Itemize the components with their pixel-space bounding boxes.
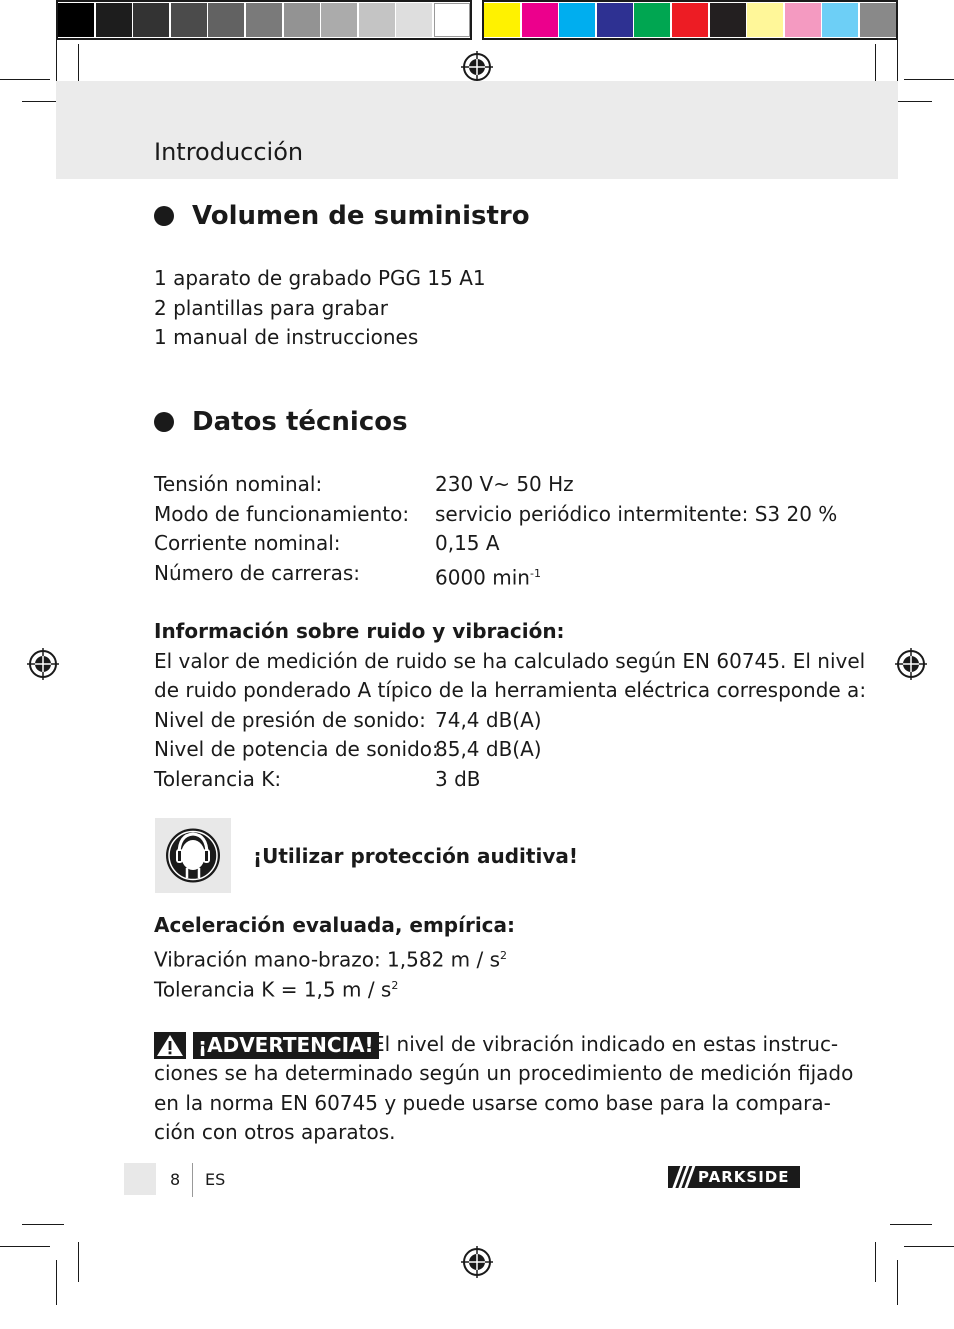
noise-row — [154, 735, 542, 765]
spec-value: servicio periódico intermitente: S3 20 % — [435, 502, 838, 526]
noise-value: 85,4 dB(A) — [435, 737, 542, 761]
color-swatch — [822, 3, 858, 37]
spec-label: Modo de funcionamiento: — [154, 502, 410, 526]
color-swatch — [597, 3, 633, 37]
color-swatch — [284, 3, 320, 37]
crop-mark — [22, 1224, 64, 1225]
color-swatch — [710, 3, 746, 37]
color-swatch — [396, 3, 432, 37]
color-swatch — [747, 3, 783, 37]
spec-value — [435, 559, 541, 593]
color-swatch — [359, 3, 395, 37]
crop-mark — [875, 1242, 876, 1282]
crop-mark — [0, 1246, 50, 1247]
section-heading-tech — [154, 407, 408, 437]
spec-value: 0,15 A — [435, 531, 500, 555]
color-swatch — [434, 3, 470, 37]
noise-heading: Información sobre ruido y vibración: — [154, 619, 565, 643]
noise-text-line: de ruido ponderado A típico de la herramienta eléctrica corresponde a: — [154, 678, 867, 702]
section-heading-text: Volumen de suministro — [192, 201, 530, 231]
crop-mark — [897, 1260, 898, 1305]
spec-row — [154, 500, 838, 530]
crop-mark — [904, 1246, 954, 1247]
hearing-protection-box — [155, 818, 231, 893]
color-swatch — [133, 3, 169, 37]
crop-mark — [890, 1224, 932, 1225]
section-heading-text: Datos técnicos — [192, 407, 408, 437]
spec-label: Número de carreras: — [154, 561, 361, 585]
color-swatch — [559, 3, 595, 37]
acceleration-superscript: 2 — [500, 949, 508, 962]
noise-text-line: El valor de medición de ruido se ha calculado según EN 60745. El nivel — [154, 649, 866, 673]
crop-mark — [0, 79, 50, 80]
color-swatch — [634, 3, 670, 37]
warning-text-line: El nivel de vibración indicado en estas instruc- — [372, 1032, 839, 1056]
crop-mark — [904, 79, 954, 80]
color-swatch — [171, 3, 207, 37]
spec-value-superscript: -1 — [529, 567, 541, 580]
color-swatch — [672, 3, 708, 37]
noise-label: Tolerancia K: — [154, 767, 282, 791]
brand-name: PARKSIDE — [698, 1168, 790, 1186]
noise-row — [154, 765, 481, 795]
brand-slashes-icon — [668, 1166, 698, 1188]
noise-row — [154, 706, 542, 736]
color-swatch — [860, 3, 896, 37]
page-title: Introducción — [154, 138, 304, 166]
color-swatch — [96, 3, 132, 37]
page-number: 8 — [170, 1170, 181, 1189]
crop-mark — [78, 1242, 79, 1282]
bullet-icon — [154, 206, 174, 226]
color-swatch — [321, 3, 357, 37]
footer-tab — [124, 1163, 156, 1195]
bullet-icon — [154, 412, 174, 432]
color-swatch — [785, 3, 821, 37]
warning-text-line: en la norma EN 60745 y puede usarse como base para la compara- — [154, 1091, 831, 1115]
list-item: 2 plantillas para grabar — [154, 296, 388, 320]
spec-label: Tensión nominal: — [154, 472, 323, 496]
spec-row — [154, 470, 574, 500]
spec-row — [154, 559, 541, 590]
acceleration-superscript: 2 — [391, 979, 399, 992]
spec-value: 230 V~ 50 Hz — [435, 472, 574, 496]
footer-separator — [192, 1163, 193, 1197]
acceleration-text: Vibración mano-brazo: 1,582 m / s — [154, 947, 501, 972]
registration-mark-icon — [27, 648, 59, 680]
language-code: ES — [205, 1170, 226, 1189]
warning-badge: ¡ADVERTENCIA! — [193, 1032, 379, 1059]
color-swatch — [58, 3, 94, 37]
warning-icon-box — [154, 1032, 186, 1059]
spec-row — [154, 529, 500, 559]
registration-mark-icon — [461, 1246, 493, 1278]
list-item: 1 manual de instrucciones — [154, 325, 419, 349]
brand-logo — [668, 1166, 800, 1188]
noise-label: Nivel de potencia de sonido: — [154, 737, 439, 761]
noise-value: 3 dB — [435, 767, 481, 791]
color-swatch — [208, 3, 244, 37]
warning-text-line: ciones se ha determinado según un procedimiento de medición fijado — [154, 1061, 854, 1085]
hearing-protection-notice: ¡Utilizar protección auditiva! — [253, 844, 578, 868]
acceleration-line — [154, 971, 398, 1005]
section-heading-supply — [154, 201, 530, 231]
color-swatch — [484, 3, 520, 37]
hearing-protection-icon — [155, 818, 231, 893]
registration-mark-icon — [895, 648, 927, 680]
noise-value: 74,4 dB(A) — [435, 708, 542, 732]
registration-mark-icon — [461, 51, 493, 83]
spec-value-text: 6000 min — [435, 565, 530, 590]
color-swatch — [246, 3, 282, 37]
warning-text-line: ción con otros aparatos. — [154, 1120, 396, 1144]
color-swatch — [522, 3, 558, 37]
spec-label: Corriente nominal: — [154, 531, 341, 555]
noise-label: Nivel de presión de sonido: — [154, 708, 426, 732]
crop-mark — [56, 1260, 57, 1305]
acceleration-heading: Aceleración evaluada, empírica: — [154, 913, 516, 937]
warning-triangle-icon — [154, 1032, 186, 1059]
list-item: 1 aparato de grabado PGG 15 A1 — [154, 266, 486, 290]
acceleration-text: Tolerancia K = 1,5 m / s — [154, 977, 392, 1002]
